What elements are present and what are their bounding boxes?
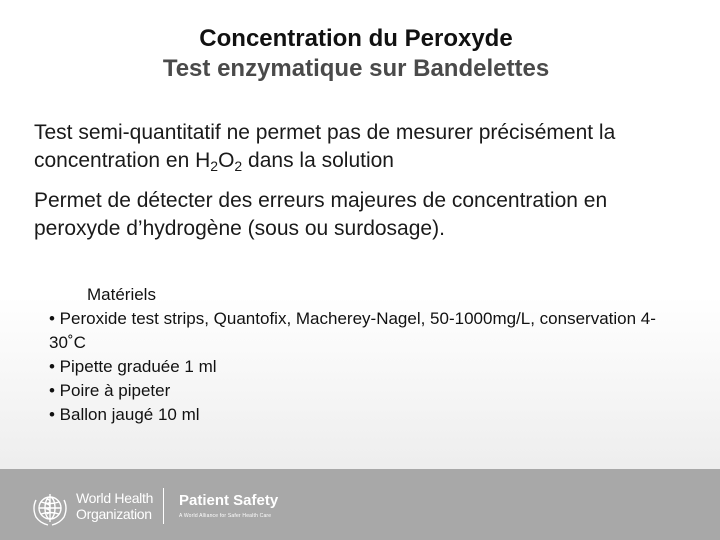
who-line-2: Organization	[76, 506, 152, 522]
title-line-2: Test enzymatique sur Bandelettes	[162, 55, 550, 82]
list-item: • Ballon jaugé 10 ml	[49, 405, 200, 424]
patient-safety-title: Patient Safety	[179, 492, 279, 509]
paragraph1-oxygen: O	[218, 149, 235, 172]
who-emblem-icon	[30, 488, 70, 528]
subscript-2-hydrogen: 2	[210, 158, 219, 174]
who-wordmark	[76, 490, 153, 522]
paragraph-semi-quantitative	[34, 119, 694, 175]
footer-divider	[163, 488, 164, 524]
list-item: • Pipette graduée 1 ml	[49, 357, 217, 376]
who-line-1: World Health	[76, 490, 154, 506]
title-line-1: Concentration du Peroxyde	[199, 25, 513, 52]
slide-title	[0, 24, 712, 84]
list-item: • Peroxide test strips, Quantofix, Macherey-Nagel, 50-1000mg/L, conservation 4-30˚C	[49, 309, 656, 352]
paragraph1-text-start: Test semi-quantitatif ne permet pas de mesurer précisément la concentration en H	[34, 121, 616, 172]
materials-heading: Matériels	[87, 285, 156, 304]
footer-bar	[0, 469, 720, 540]
paragraph1-text-end: dans la solution	[242, 149, 394, 172]
list-item: • Poire à pipeter	[49, 381, 171, 400]
paragraph-detect-errors: Permet de détecter des erreurs majeures de concentration en peroxyde d’hydrogène (sous ou surdosage).	[34, 189, 608, 240]
materials-list	[49, 283, 669, 427]
subscript-2-oxygen: 2	[234, 158, 243, 174]
patient-safety-tagline: A World Alliance for Safer Health Care	[179, 513, 272, 519]
